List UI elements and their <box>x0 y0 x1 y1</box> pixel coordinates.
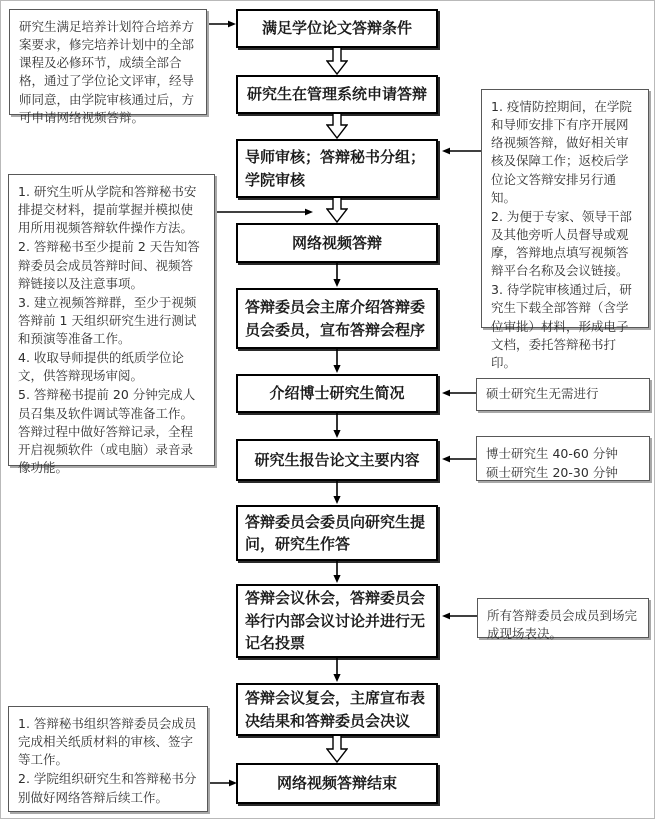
flow-step-apply-in-system <box>236 75 438 114</box>
flow-step-report-thesis-content <box>236 439 438 481</box>
down-arrow <box>331 413 343 439</box>
note-application-preconditions <box>9 9 207 125</box>
note-item: 1. 答辩秘书组织答辩委员会成员完成相关纸质材料的审核、签字等工作。 <box>18 716 197 768</box>
note-report-duration <box>476 436 650 481</box>
note-item: 3. 建立视频答辩群，至少于视频答辩前 1 天组织研究生进行测试和预演等准备工作。 <box>18 294 197 346</box>
flow-step-label: 网络视频答辩 <box>291 233 382 252</box>
note-item: 2. 学院组织研究生和答辩秘书分别做好网络答辩后续工作。 <box>18 771 197 805</box>
flow-step-label: 介绍博士研究生简况 <box>269 384 405 403</box>
down-arrow <box>331 349 343 374</box>
note-item: 5. 答辩秘书提前 20 分钟完成人员召集及软件调试等准备工作。答辩过程中做好答辩记录，全程开启视频软件（或电脑）录音录像功能。 <box>18 387 196 475</box>
down-arrow <box>331 658 343 683</box>
note-line: 博士研究生 40-60 分钟 <box>486 446 618 461</box>
down-arrow <box>331 263 343 288</box>
note-onsite-voting <box>477 598 649 642</box>
note-text: 研究生满足培养计划符合培养方案要求，修完培养计划中的全部课程及必修环节，成绩全部合格，通过了学位论文评审，经导师同意，由学院审核通过后，方可申请网络视频答辩。 <box>19 19 195 125</box>
note-line: 硕士研究生 20-30 分钟 <box>486 465 618 481</box>
note-pandemic-arrangements <box>481 89 649 370</box>
note-item: 2. 为便于专家、领导干部及其他旁听人员督导或观摩，答辩地点填写视频答辩平台名称及会议链接。 <box>491 208 632 279</box>
flow-step-defense-conditions <box>236 9 438 48</box>
right-arrow-from-lefttop-note <box>206 18 237 30</box>
block-down-arrow <box>326 114 348 139</box>
block-down-arrow <box>326 198 348 223</box>
note-item: 2. 答辩秘书至少提前 2 天告知答辩委员会成员答辩时间、视频答辩链接以及注意事项。 <box>18 239 200 291</box>
flow-step-label: 答辩会议复会，主席宣布表决结果和答辩委员会决议 <box>245 689 426 730</box>
flow-step-label: 答辩委员会委员向研究生提问，研究生作答 <box>245 512 426 553</box>
flow-step-label: 研究生报告论文主要内容 <box>254 450 420 469</box>
flow-step-label: 满足学位论文答辩条件 <box>261 19 412 38</box>
down-arrow <box>331 481 343 505</box>
right-arrow-from-leftmiddle-note <box>215 206 314 218</box>
flow-step-label: 研究生在管理系统申请答辩 <box>246 85 427 104</box>
flow-step-introduce-doctoral-profile <box>236 374 438 413</box>
note-preparation-secretary-tasks <box>8 174 215 475</box>
note-item: 4. 收取导师提供的纸质学位论文，供答辩现场审阅。 <box>18 350 184 384</box>
note-item: 3. 待学院审核通过后，研究生下载全部答辩（含学位审批）材料，形成电子文档，委托答辩秘书打印。 <box>491 282 632 370</box>
right-arrow-from-leftbottom-note <box>207 777 238 789</box>
flow-step-defense-end <box>236 763 438 804</box>
note-master-exempt <box>476 378 650 411</box>
left-arrow-from-righttop-note <box>441 145 482 157</box>
flow-step-resume-announce-result <box>236 683 438 736</box>
left-arrow-from-vote-note <box>441 610 478 622</box>
note-text: 所有答辩委员会成员到场完成现场表决。 <box>487 608 638 642</box>
note-item: 1. 研究生听从学院和答辩秘书安排提交材料，提前掌握并模拟使用所用视频答辩软件操作方法。 <box>18 184 197 236</box>
flow-step-committee-questions <box>236 505 438 561</box>
left-arrow-from-duration-note <box>441 453 477 465</box>
flow-step-label: 答辩会议休会，答辩委员会举行内部会议讨论并进行无记名投票 <box>245 589 426 653</box>
flow-step-label: 网络视频答辩结束 <box>276 774 397 793</box>
flow-step-label: 答辩委员会主席介绍答辩委员会委员，宣布答辩会程序 <box>245 298 426 339</box>
down-arrow <box>331 561 343 584</box>
flow-step-label: 导师审核；答辩秘书分组；学院审核 <box>245 148 426 189</box>
flow-step-recess-secret-ballot <box>236 584 438 658</box>
note-item: 1. 疫情防控期间，在学院和导师安排下有序开展网络视频答辩，做好相关审核及保障工作；返校后学位论文答辩安排另行通知。 <box>491 99 632 205</box>
flow-step-supervisor-review <box>236 139 438 198</box>
flow-step-online-video-defense <box>236 223 438 263</box>
block-down-arrow <box>326 736 348 763</box>
left-arrow-from-master-note <box>441 387 477 399</box>
flow-step-chair-introduces-committee <box>236 288 438 349</box>
note-followup-work <box>8 706 208 812</box>
block-down-arrow <box>326 48 348 75</box>
note-text: 硕士研究生无需进行 <box>486 385 599 401</box>
